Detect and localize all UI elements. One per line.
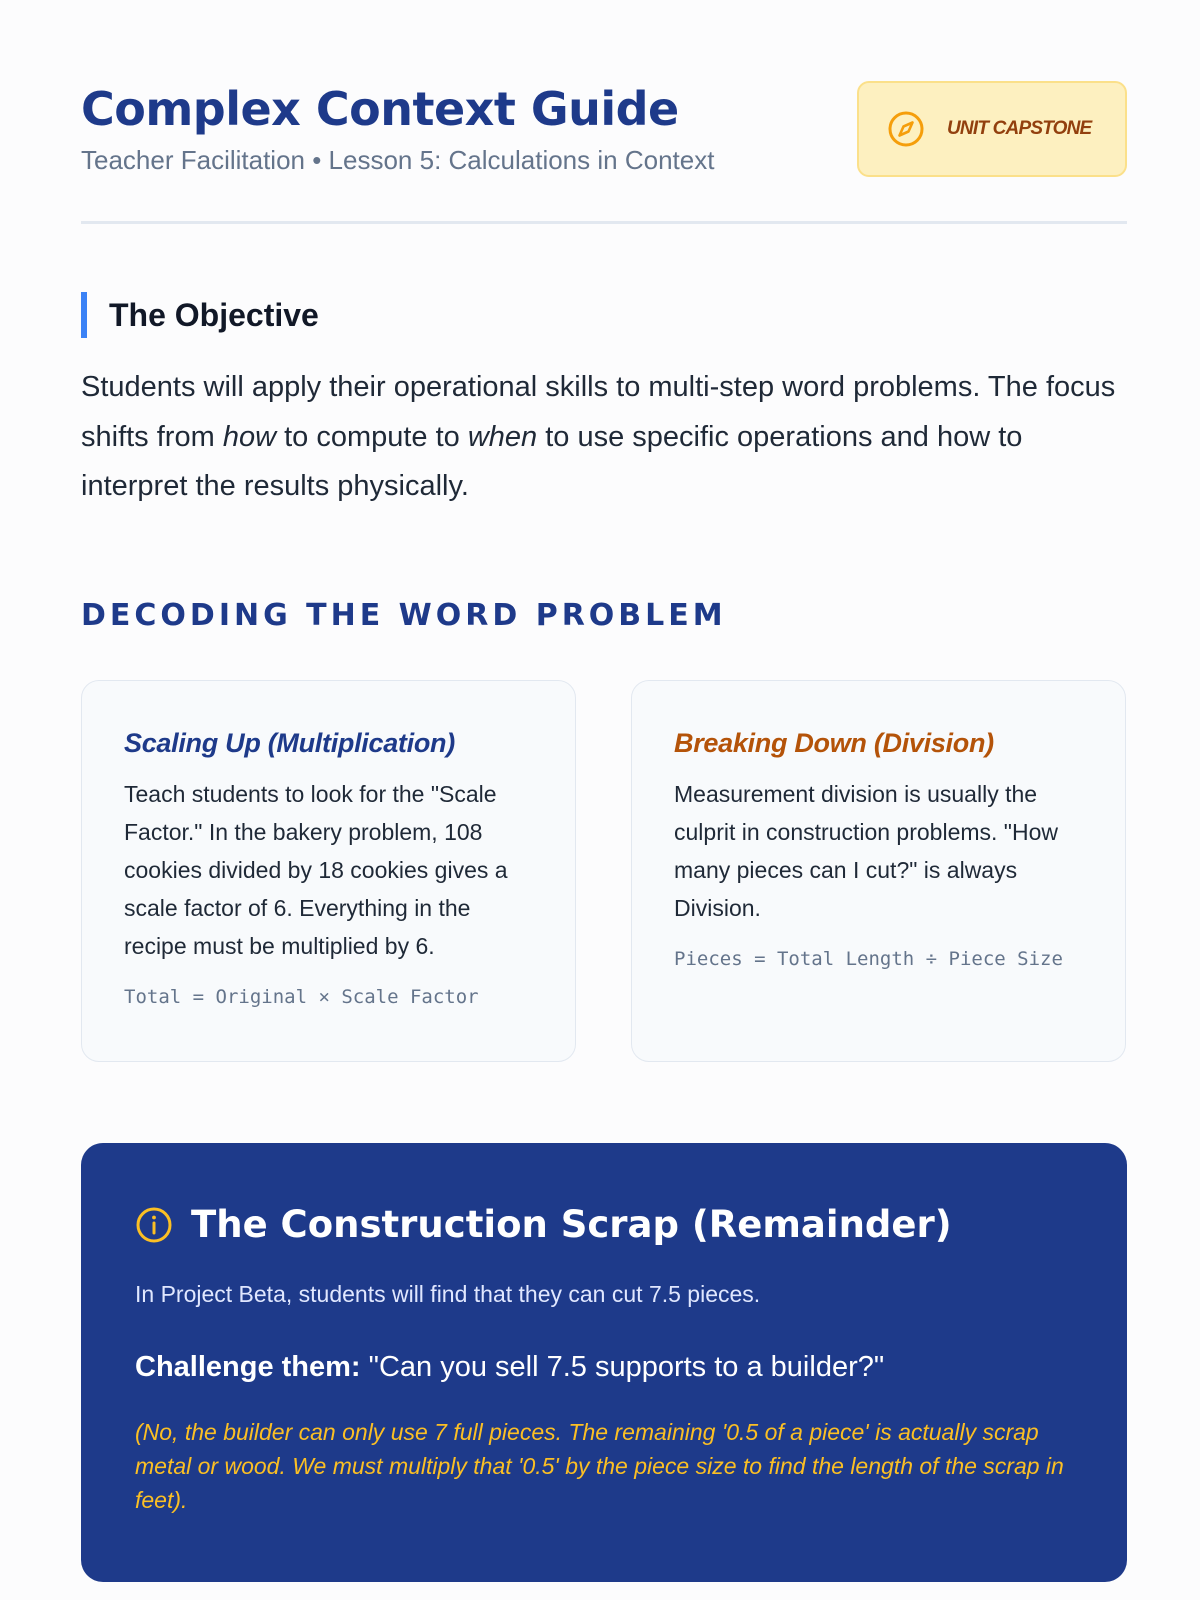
section-title: DECODING THE WORD PROBLEM [81,598,727,633]
page-subtitle: Teacher Facilitation • Lesson 5: Calculations in Context [81,145,715,175]
challenge-question: "Can you sell 7.5 supports to a builder?" [360,1351,885,1383]
page-header [81,80,1127,224]
challenge-text [135,1347,1073,1387]
info-icon [135,1206,173,1244]
objective-heading: The Objective [81,292,319,338]
lesson-page [81,0,1127,1600]
objective-text-part: to use specific operations and how to interpret the results physically. [81,420,1023,502]
objective-emphasis-when: when [467,420,538,453]
page-title: Complex Context Guide [81,82,679,136]
unit-capstone-badge [857,81,1127,177]
teacher-note: (No, the builder can only use 7 full pieces. The remaining '0.5 of a piece' is actually scrap metal or wood. We must multiply that '0.5' by the piece size to find the length of the scrap in feet). [135,1419,1064,1513]
card-text: Teach students to look for the "Scale Factor." In the bakery problem, 108 cookies divided by 18 cookies gives a scale factor of 6. Everything in the recipe must be multiplied by 6. [124,781,508,959]
compass-icon [887,110,925,148]
callout-header [135,1199,1073,1251]
card-formula: Total = Original × Scale Factor [124,986,479,1008]
callout-title: The Construction Scrap (Remainder) [191,1203,952,1246]
objective-text-part: Students will apply their operational skills to multi-step word problems. The focus shifts from [81,371,1116,453]
card-text: Measurement division is usually the culprit in construction problems. "How many pieces can I cut?" is always Division. [674,781,1058,921]
card-title: Breaking Down (Division) [674,728,994,758]
objective-emphasis-how: how [222,420,277,453]
card-title: Scaling Up (Multiplication) [124,728,455,758]
callout-text: In Project Beta, students will find that they can cut 7.5 pieces. [135,1281,761,1307]
objective-text-part: to compute to [276,420,468,453]
badge-label: UNIT CAPSTONE [947,118,1092,139]
card-division [631,680,1126,1062]
objective-text [81,363,1127,512]
remainder-callout [81,1143,1127,1582]
challenge-label: Challenge them: [135,1351,361,1383]
card-formula: Pieces = Total Length ÷ Piece Size [674,948,1063,970]
card-multiplication [81,680,576,1062]
